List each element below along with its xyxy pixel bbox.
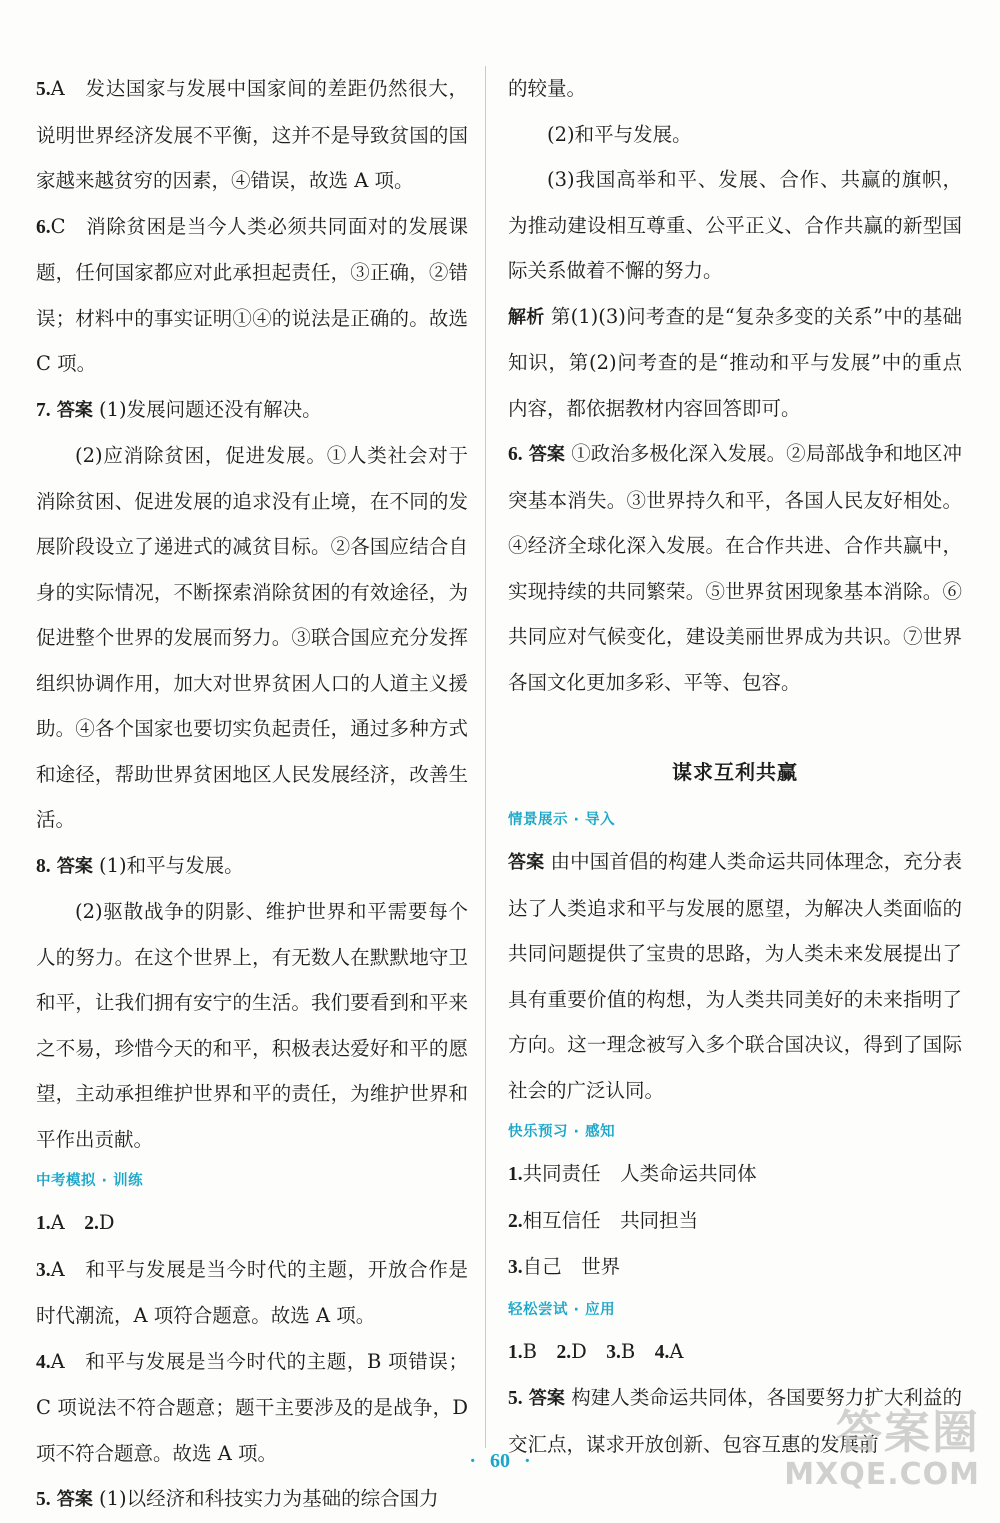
- item-number: 5.: [36, 79, 51, 100]
- item-number: 3.: [606, 1341, 621, 1363]
- section-heading-exam-practice: 中考模拟 · 训练: [36, 1173, 144, 1189]
- answer-item-6: [36, 204, 468, 387]
- continued-part-2: (2)和平与发展。: [547, 122, 692, 146]
- item-text: 由中国首倡的构建人类命运共同体理念，充分表达了人类追求和平与发展的愿望，为解决人类面临的共同问题提供了宝贵的思路，为人类未来发展提出了具有重要价值的构想，为人类共同美好的未来指明了方向。这一理念被写入多个联合国决议，得到了国际社会的广泛认同。: [508, 850, 962, 1102]
- section-heading-try: 轻松尝试 · 应用: [508, 1301, 616, 1318]
- exam-answer-5: [36, 1476, 468, 1523]
- answer-label: 答案: [56, 855, 93, 877]
- item-number: 2.: [556, 1341, 572, 1363]
- item-text: A: [669, 1339, 684, 1363]
- answer-item-8-part-2: (2)驱散战争的阴影、维护世界和平需要每个人的努力。在这个世界上，有无数人在默默地守卫和平，让我们拥有安宁的生活。我们要看到和平来之不易，珍惜今天的和平，积极表达爱好和平的愿望，主动承担维护世界和平的责任，为维护世界和平作出贡献。: [36, 900, 468, 1151]
- answer-label: 答案: [56, 1489, 93, 1510]
- item-text: 构建人类命运共同体，各国要努力扩大利益的交汇点，谋求开放创新、包容互惠的发展前: [508, 1386, 963, 1456]
- continued-text: 的较量。: [508, 77, 587, 100]
- item-number: 1.: [508, 1341, 523, 1363]
- exam-answer-3: [36, 1247, 468, 1339]
- preview-answer-2: [508, 1198, 962, 1245]
- answer-label: 答案: [508, 852, 545, 873]
- analysis-block: [508, 294, 962, 432]
- item-text: C 消除贫困是当今人类必须共同面对的发展课题，任何国家都应对此承担起责任，③正确，②错误；材料中的事实证明①④的说法是正确的。故选 C 项。: [36, 214, 468, 375]
- item-text: 相互信任 共同担当: [522, 1208, 699, 1232]
- column-divider: [485, 66, 486, 1448]
- item-number: 1.: [36, 1213, 51, 1234]
- answer-item-5: [36, 66, 468, 204]
- item-text: A 发达国家与发展中国家间的差距仍然很大，说明世界经济发展不平衡，这并不是导致贫国的国家越来越贫穷的因素，④错误，故选 A 项。: [36, 77, 468, 192]
- item-text: (1)和平与发展。: [99, 853, 244, 877]
- section-heading-preview: 快乐预习 · 感知: [508, 1124, 616, 1140]
- answer-item-6: [508, 431, 962, 705]
- item-number: 3.: [508, 1257, 523, 1278]
- item-number: 7.: [36, 399, 51, 421]
- item-text: D: [98, 1211, 115, 1234]
- item-text: D: [571, 1339, 587, 1363]
- page-number-value: 60: [490, 1450, 510, 1472]
- item-number: 5.: [36, 1489, 51, 1510]
- item-text: (1)发展问题还没有解决。: [99, 397, 322, 421]
- item-number: 6.: [508, 444, 523, 465]
- item-number: 2.: [508, 1210, 523, 1232]
- analysis-text: 第(1)(3)问考查的是“复杂多变的关系”中的基础知识，第(2)问考查的是“推动和平与发展”中的重点内容，都依据教材内容回答即可。: [508, 304, 963, 420]
- item-number: 1.: [508, 1164, 523, 1185]
- item-text: (1)以经济和科技实力为基础的综合国力: [99, 1487, 439, 1510]
- item-text: 共同责任 人类命运共同体: [522, 1162, 757, 1185]
- exam-answers-1-2: [36, 1200, 468, 1247]
- continued-part-3: (3)我国高举和平、发展、合作、共赢的旗帜，为推动建设相互尊重、公平正义、合作共赢的新型国际关系做着不懈的努力。: [508, 168, 962, 282]
- analysis-label: 解析: [508, 306, 545, 328]
- item-number: 2.: [84, 1213, 99, 1234]
- item-number: 4.: [36, 1351, 51, 1373]
- preview-answer-3: [508, 1244, 962, 1291]
- preview-answer-1: [508, 1151, 962, 1198]
- answer-item-7: [36, 387, 468, 434]
- intro-answer: [508, 839, 962, 1113]
- answer-label: 答案: [528, 444, 565, 465]
- dot-icon: ·: [524, 1450, 531, 1472]
- item-text: A 和平与发展是当今时代的主题，B 项错误；C 项说法不符合题意；题干主要涉及的是战争，D 项不符合题意。故选 A 项。: [36, 1349, 468, 1465]
- item-text: 自己 世界: [522, 1255, 621, 1278]
- section-heading-intro: 情景展示 · 导入: [508, 812, 616, 828]
- item-text: A: [50, 1211, 65, 1234]
- answer-label: 答案: [56, 399, 93, 421]
- item-number: 3.: [36, 1259, 51, 1281]
- item-text: A 和平与发展是当今时代的主题，开放合作是时代潮流，A 项符合题意。故选 A 项。: [36, 1257, 468, 1327]
- item-text: B: [620, 1339, 636, 1363]
- watermark-url: MXQE.COM: [784, 1457, 980, 1492]
- try-answers-1-4: [508, 1329, 962, 1376]
- item-text: B: [522, 1339, 537, 1363]
- left-column: [36, 66, 468, 1523]
- watermark-logo: 答案圈: [836, 1405, 980, 1459]
- lesson-title: 谋求互利共赢: [672, 760, 798, 784]
- answer-label: 答案: [528, 1388, 565, 1409]
- answer-item-7-part-2: (2)应消除贫困，促进发展。①人类社会对于消除贫困、促进发展的追求没有止境，在不同的发展阶段设立了递进式的减贫目标。②各国应结合自身的实际情况，不断探索消除贫困的有效途径，为促进整个世界的发展而努力。③联合国应充分发挥组织协调作用，加大对世界贫困人口的人道主义援助。④各个国家也要切实负起责任，通过多种方式和途径，帮助世界贫困地区人民发展经济，改善生活。: [36, 444, 468, 831]
- watermark: [784, 1406, 980, 1492]
- item-number: 4.: [654, 1341, 670, 1363]
- dot-icon: ·: [469, 1450, 476, 1472]
- item-number: 8.: [36, 855, 51, 877]
- answer-item-8: [36, 843, 468, 890]
- right-column: [508, 66, 962, 1467]
- item-text: ①政治多极化深入发展。②局部战争和地区冲突基本消失。③世界持久和平，各国人民友好相处。④经济全球化深入发展。在合作共进、合作共赢中，实现持续的共同繁荣。⑤世界贫困现象基本消除。⑥共同应对气候变化，建设美丽世界成为共识。⑦世界各国文化更加多彩、平等、包容。: [508, 442, 963, 694]
- item-number: 5.: [508, 1388, 523, 1409]
- item-number: 6.: [36, 216, 51, 238]
